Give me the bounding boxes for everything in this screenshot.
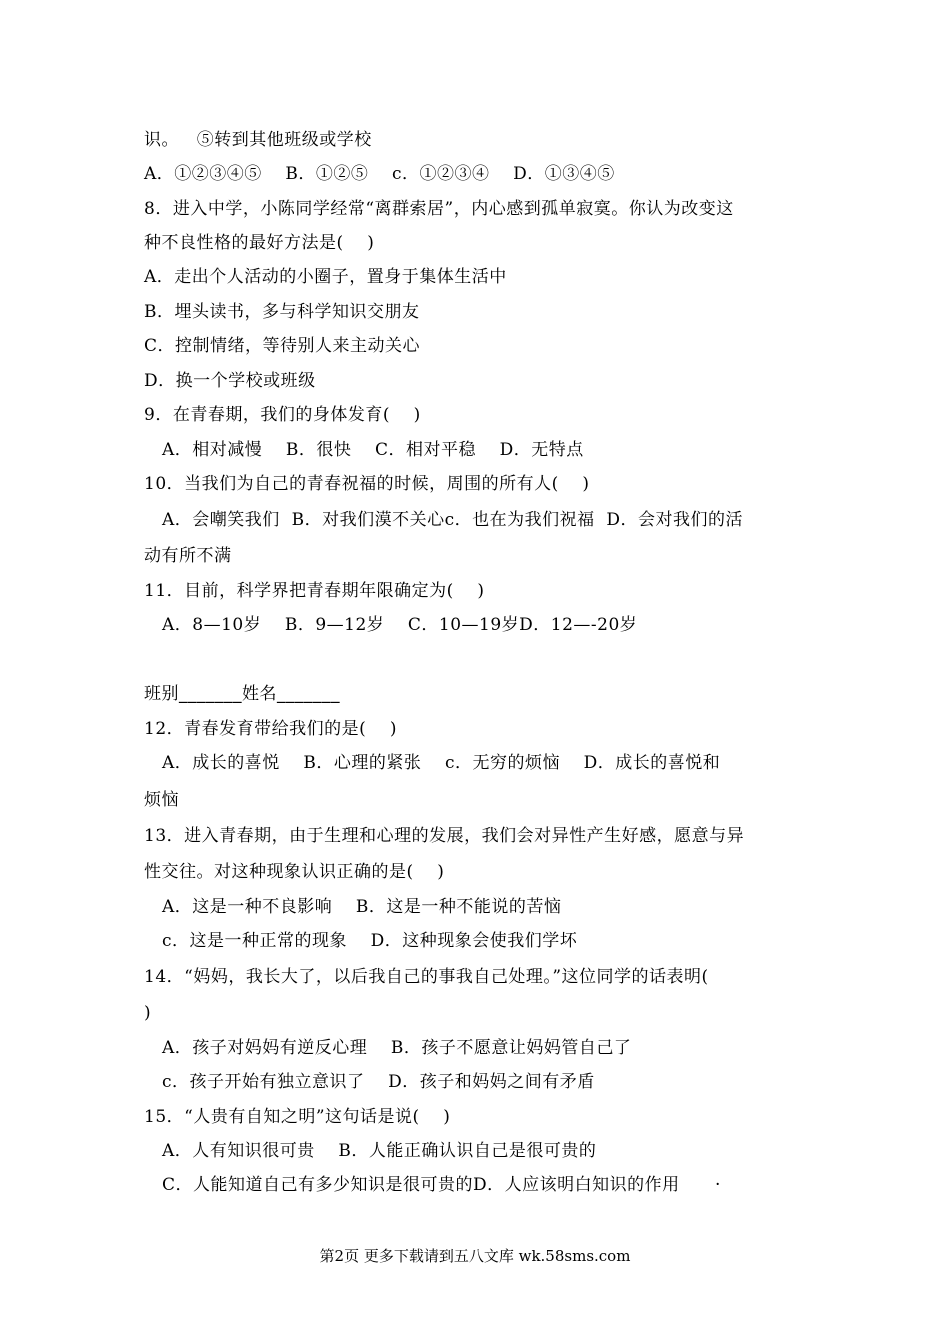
question-8-option-c: C．控制情绪，等待别人来主动关心 — [144, 336, 421, 356]
question-11-stem: 11．目前，科学界把青春期年限确定为( ) — [144, 581, 485, 601]
question-12-stem: 12．青春发育带给我们的是( ) — [144, 719, 398, 739]
question-10-options-cont: 动有所不满 — [144, 546, 232, 566]
question-14-stem: 14．“妈妈，我长大了，以后我自己的事我自己处理。”这位同学的话表明( — [144, 967, 709, 987]
class-name-header: 班别_______姓名_______ — [144, 684, 340, 704]
question-11-options: A．8—10岁 B．9—12岁 C．10—19岁D．12—-20岁 — [162, 615, 638, 635]
text-line: 识。 ⑤转到其他班级或学校 — [144, 130, 372, 150]
question-9-options: A．相对减慢 B．很快 C．相对平稳 D．无特点 — [162, 440, 584, 460]
question-10-options: A．会嘲笑我们 B．对我们漠不关心c．也在为我们祝福 D．会对我们的活 — [162, 510, 744, 530]
question-14-stem-cont: ) — [144, 1003, 152, 1023]
question-12-options-cont: 烦恼 — [144, 790, 179, 810]
question-13-stem-cont: 性交往。对这种现象认识正确的是( ) — [144, 862, 445, 882]
question-14-options-cd: c．孩子开始有独立意识了 D．孩子和妈妈之间有矛盾 — [162, 1072, 595, 1092]
question-15-options-ab: A．人有知识很可贵 B．人能正确认识自己是很可贵的 — [162, 1141, 597, 1161]
question-8-stem-cont: 种不良性格的最好方法是( ) — [144, 233, 375, 253]
question-8-option-a: A．走出个人活动的小圈子，置身于集体生活中 — [144, 267, 507, 287]
question-15-options-cd: C．人能知道自己有多少知识是很可贵的D．人应该明白知识的作用 · — [162, 1175, 721, 1195]
question-8-stem: 8．进入中学，小陈同学经常“离群索居”，内心感到孤单寂寞。你认为改变这 — [144, 199, 734, 219]
question-9-stem: 9．在青春期，我们的身体发育( ) — [144, 405, 421, 425]
question-12-options: A．成长的喜悦 B．心理的紧张 c．无穷的烦恼 D．成长的喜悦和 — [162, 753, 721, 773]
page-footer: 第2页 更多下载请到五八文库 wk.58sms.com — [319, 1247, 631, 1265]
question-8-option-d: D．换一个学校或班级 — [144, 371, 316, 391]
question-13-options-cd: c．这是一种正常的现象 D．这种现象会使我们学坏 — [162, 931, 578, 951]
question-15-stem: 15．“人贵有自知之明”这句话是说( ) — [144, 1107, 451, 1127]
question-13-stem: 13．进入青春期，由于生理和心理的发展，我们会对异性产生好感，愿意与异 — [144, 826, 745, 846]
question-8-option-b: B．埋头读书，多与科学知识交朋友 — [144, 302, 420, 322]
question-13-options-ab: A．这是一种不良影响 B．这是一种不能说的苦恼 — [162, 897, 562, 917]
question-7-options: A．①②③④⑤ B．①②⑤ c．①②③④ D．①③④⑤ — [144, 164, 615, 184]
question-14-options-ab: A．孩子对妈妈有逆反心理 B．孩子不愿意让妈妈管自己了 — [162, 1038, 632, 1058]
question-10-stem: 10．当我们为自己的青春祝福的时候，周围的所有人( ) — [144, 474, 590, 494]
